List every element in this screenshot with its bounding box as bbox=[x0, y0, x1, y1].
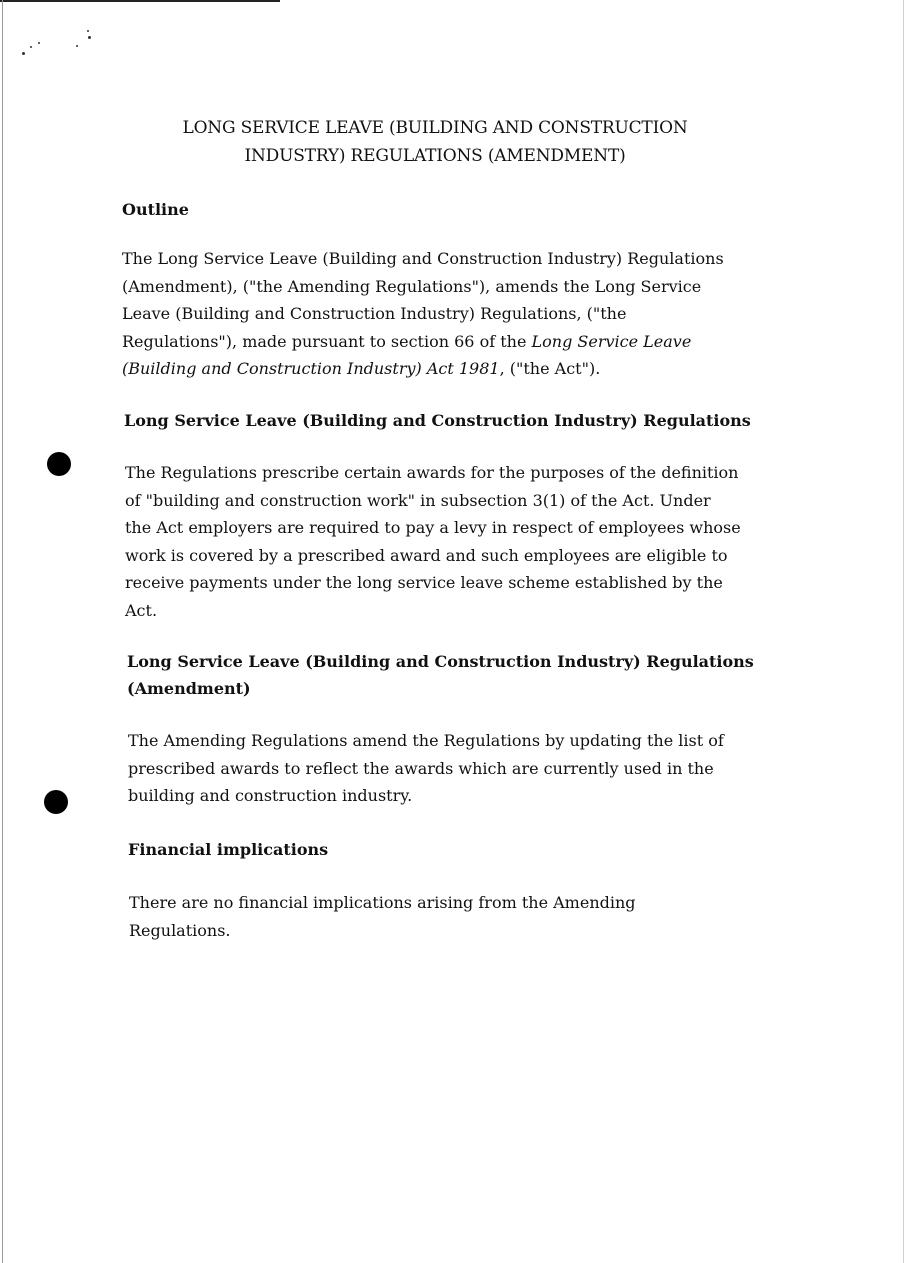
scan-speck bbox=[76, 45, 78, 47]
scan-speck bbox=[30, 46, 32, 48]
lsl-amendment-heading bbox=[127, 648, 754, 702]
outline-paragraph bbox=[122, 245, 762, 383]
scan-speck bbox=[38, 42, 40, 44]
outline-line-5 bbox=[122, 355, 762, 383]
act-name-end: (Building and Construction Industry) Act 1981 bbox=[122, 359, 500, 378]
lsl-regulations-paragraph bbox=[125, 459, 765, 624]
outline-line-1: The Long Service Leave (Building and Construction Industry) Regulations bbox=[122, 249, 724, 268]
lsl-regulations-line-4: work is covered by a prescribed award and such employees are eligible to bbox=[125, 545, 728, 565]
lsl-amendment-paragraph bbox=[128, 727, 768, 810]
financial-heading: Financial implications bbox=[128, 840, 329, 859]
outline-line-3: Leave (Building and Construction Industry) Regulations, ("the bbox=[122, 304, 627, 323]
document-title-line-1: LONG SERVICE LEAVE (BUILDING AND CONSTRUCTION bbox=[182, 118, 688, 138]
lsl-amendment-heading-line-2: (Amendment) bbox=[127, 679, 251, 698]
financial-paragraph bbox=[129, 889, 769, 944]
lsl-regulations-heading: Long Service Leave (Building and Construction Industry) Regulations bbox=[124, 411, 751, 430]
act-name-start: Long Service Leave bbox=[531, 331, 692, 351]
outline-line-5-tail: , ("the Act"). bbox=[499, 359, 601, 378]
punch-hole-bottom bbox=[44, 790, 68, 814]
punch-hole-top bbox=[47, 452, 71, 476]
scan-speck bbox=[88, 36, 91, 39]
scan-right-edge bbox=[903, 0, 904, 1263]
lsl-amendment-line-1: The Amending Regulations amend the Regulations by updating the list of bbox=[128, 731, 724, 750]
lsl-amendment-line-2: prescribed awards to reflect the awards which are currently used in the bbox=[128, 758, 714, 778]
scan-speck bbox=[87, 30, 89, 32]
lsl-regulations-line-1: The Regulations prescribe certain awards for the purposes of the definition bbox=[125, 463, 739, 482]
lsl-regulations-line-5: receive payments under the long service leave scheme established by the bbox=[125, 573, 723, 592]
scan-speck bbox=[22, 52, 25, 55]
outline-heading: Outline bbox=[122, 200, 189, 219]
outline-line-4-text: Regulations"), made pursuant to section 66 of the bbox=[122, 331, 532, 351]
document-title-line-2: INDUSTRY) REGULATIONS (AMENDMENT) bbox=[244, 146, 626, 166]
outline-line-4 bbox=[122, 328, 762, 356]
lsl-regulations-line-6: Act. bbox=[125, 600, 158, 620]
scan-left-edge bbox=[2, 0, 3, 1263]
lsl-amendment-heading-line-1: Long Service Leave (Building and Construction Industry) Regulations bbox=[127, 652, 754, 671]
financial-line-2: Regulations. bbox=[129, 920, 231, 940]
lsl-regulations-line-2: of "building and construction work" in subsection 3(1) of the Act. Under bbox=[125, 490, 711, 510]
financial-line-1: There are no financial implications arising from the Amending bbox=[129, 893, 636, 912]
scan-top-rule bbox=[0, 0, 280, 2]
outline-line-2: (Amendment), ("the Amending Regulations"), amends the Long Service bbox=[122, 276, 702, 296]
lsl-amendment-line-3: building and construction industry. bbox=[128, 786, 413, 805]
document-title bbox=[140, 114, 730, 170]
lsl-regulations-line-3: the Act employers are required to pay a levy in respect of employees whose bbox=[125, 518, 741, 537]
